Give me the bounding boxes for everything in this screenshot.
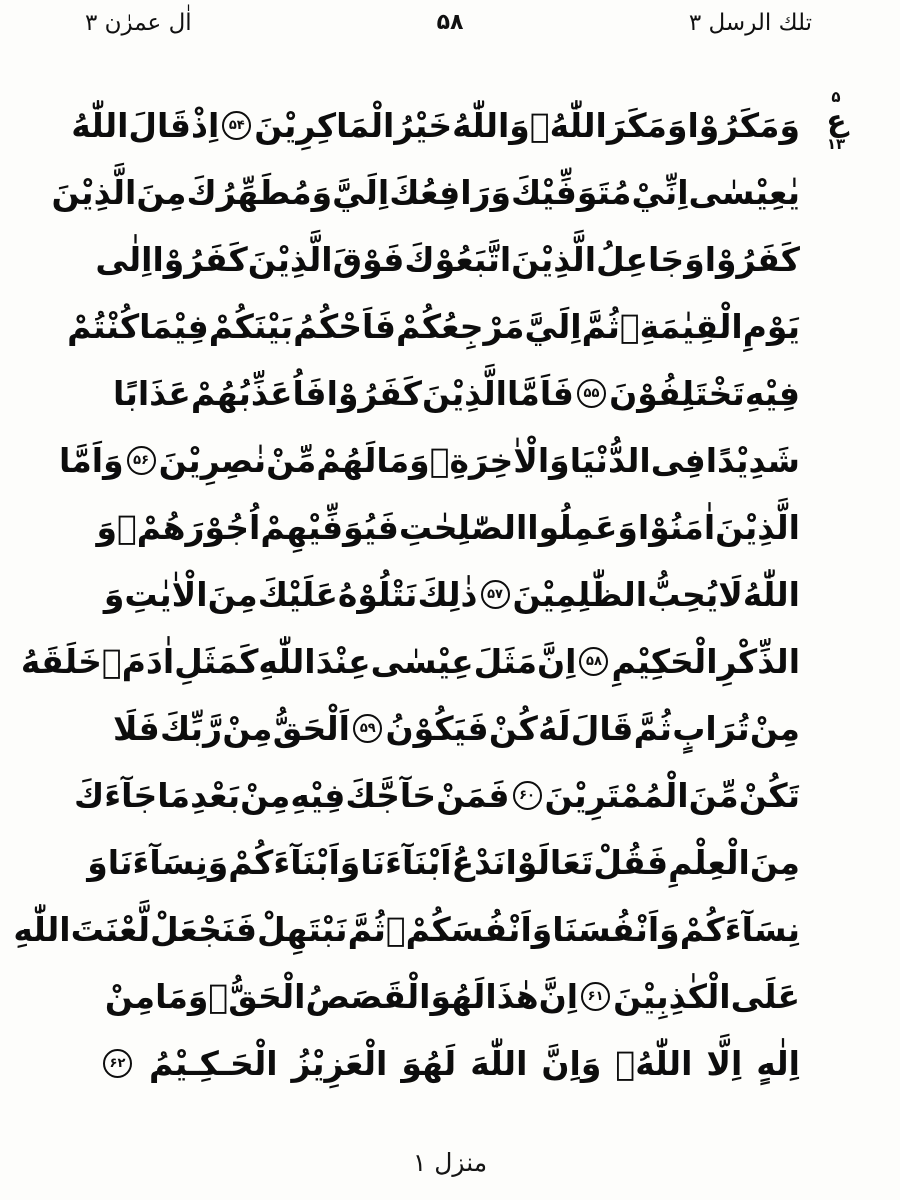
verse-word: مِنْ: [749, 709, 800, 748]
verse-word: قَالَ: [570, 709, 634, 748]
verse-word: اللّٰهُۗ: [615, 1044, 693, 1083]
verse-word: شَدِيْدًا: [705, 441, 800, 480]
verse-word: الَّذِيْنَ: [51, 173, 137, 212]
ruku-surah-number: ۵: [831, 88, 841, 106]
verse-word: اللّٰهِ: [13, 910, 71, 949]
quran-line: [104, 963, 800, 1030]
verse-word: فَاَحْكُمُ: [293, 307, 397, 346]
verse-word: كَمَثَلِ: [174, 642, 259, 681]
verse-word: فِيْمَا: [139, 307, 209, 346]
ayah-number-marker: ۵۸: [579, 647, 608, 676]
verse-word: نِسَآءَكُمْ: [679, 910, 800, 949]
verse-word: حَآجَّكَ: [345, 776, 437, 815]
ayah-number-marker: ۵۵: [577, 379, 606, 408]
verse-word: وَ: [96, 508, 117, 547]
verse-word: اِلٰى: [95, 240, 153, 279]
verse-word: مِنَ: [749, 843, 800, 882]
verse-word: الَّذِيْنَ: [247, 240, 333, 279]
verse-word: لَهُ: [538, 709, 571, 748]
verse-word: وَمَكَرُوْا: [687, 106, 800, 145]
verse-word: الْاٰيٰتِ: [124, 575, 208, 614]
verse-word: نَدْعُ: [451, 843, 506, 882]
verse-word: ثُمَّ: [581, 307, 620, 346]
verse-word: يٰعِيْسٰى: [688, 173, 800, 212]
verse-word: اِلٰهٍ: [756, 1044, 800, 1083]
verse-word: مَثَلَ: [473, 642, 537, 681]
verse-word: اللّٰهَ: [470, 1044, 528, 1083]
verse-word: عَذَابًا: [113, 374, 191, 413]
verse-word: وَعَمِلُوا: [527, 508, 638, 547]
verse-word: لَّعْنَتَ: [70, 910, 151, 949]
verse-word: الْعَزِيْزُ: [291, 1044, 388, 1083]
verse-word: الْقَصَصُ: [305, 977, 431, 1016]
verse-word: اَلْحَقُّ: [272, 709, 350, 748]
verse-word: الْكٰذِبِيْنَ: [613, 977, 731, 1016]
verse-word: الذِّكْرِ: [717, 642, 800, 681]
verse-word: الْقِيٰمَةِۚ: [619, 307, 743, 346]
quran-line: [51, 159, 800, 226]
verse-word: تُرَابٍ: [672, 709, 750, 748]
verse-word: فَوْقَ: [332, 240, 405, 279]
verse-word: الَّذِيْنَ: [715, 508, 800, 547]
verse-word: وَمَا: [155, 977, 209, 1016]
verse-word: عِنْدَ: [315, 642, 371, 681]
ayah-number-marker: ۵۷: [481, 580, 510, 609]
quran-line: [113, 360, 800, 427]
verse-word: لَهُوَ: [430, 977, 486, 1016]
verse-word: ثُمَّ: [633, 709, 672, 748]
verse-word: اِلَيَّ: [332, 173, 390, 212]
verse-word: فَيَكُوْنُ: [385, 709, 489, 748]
quran-line: [67, 293, 800, 360]
verse-word: وَ: [103, 575, 125, 614]
verse-word: اللّٰهِ: [258, 642, 316, 681]
verse-word: اللّٰهُ: [742, 575, 800, 614]
verse-word: قَالَ: [128, 106, 192, 145]
verse-word: فِى: [650, 441, 706, 480]
verse-word: تَخْتَلِفُوْنَ: [609, 374, 745, 413]
verse-word: نَبْتَهِلْ: [256, 910, 348, 949]
header-page-number: ۵۸: [436, 10, 464, 35]
verse-word: عِيْسٰى: [370, 642, 474, 681]
quran-line: [109, 1030, 800, 1097]
verse-word: تَعَالَوْا: [505, 843, 594, 882]
verse-word: اَبْنَآءَنَا: [360, 843, 452, 882]
verse-word: مِنْ: [222, 709, 273, 748]
verse-word: وَاَنْفُسَنَا: [552, 910, 680, 949]
manzil-label: منزل ١: [412, 1148, 488, 1177]
verse-word: مِّنْ: [266, 441, 317, 480]
verse-word: بَيْنَكُمْ: [208, 307, 294, 346]
verse-word: وَاِنَّ: [541, 1044, 602, 1083]
verse-word: اِلَيَّ: [524, 307, 582, 346]
quran-lines: [13, 92, 800, 1097]
verse-word: خَيْرُ: [394, 106, 453, 145]
verse-word: الَّذِيْنَ: [511, 240, 597, 279]
verse-word: اِنِّيْ: [631, 173, 689, 212]
verse-word: اِنَّ: [537, 642, 577, 681]
verse-word: مَا: [157, 776, 191, 815]
verse-word: لَهُوَ: [401, 1044, 457, 1083]
verse-word: الظّٰلِمِيْنَ: [512, 575, 648, 614]
ayah-number-marker: ۵۹: [353, 714, 382, 743]
verse-word: فَيُوَفِّيْهِمْ: [260, 508, 399, 547]
quran-line: [20, 628, 800, 695]
verse-word: فَقُلْ: [593, 843, 669, 882]
verse-word: الَّذِيْنَ: [422, 374, 507, 413]
verse-word: وَاللّٰهُ: [452, 106, 530, 145]
verse-word: اٰدَمَۚ: [101, 642, 175, 681]
verse-word: اِنَّ: [538, 977, 579, 1016]
verse-word: مَرْجِعُكُمْ: [396, 307, 525, 346]
verse-word: يَوْمِ: [742, 307, 800, 346]
verse-word: اللّٰهُۚ: [529, 106, 607, 145]
verse-word: رَّبِّكَ: [159, 709, 223, 748]
verse-word: وَرَافِعُكَ: [389, 173, 512, 212]
verse-word: مُتَوَفِّيْكَ: [511, 173, 632, 212]
verse-word: اٰمَنُوْا: [637, 508, 716, 547]
verse-word: اِلَّا: [706, 1044, 743, 1083]
verse-word: الْحَقُّۚ: [208, 977, 306, 1016]
ruku-juz-number: ۱۳: [826, 135, 846, 154]
ayah-number-marker: ۶۱: [581, 982, 610, 1011]
verse-word: عَلَيْكَ: [257, 575, 338, 614]
verse-word: وَمَا: [376, 441, 430, 480]
verse-word: هٰذَا: [485, 977, 539, 1016]
quran-line: [58, 427, 800, 494]
verse-word: الْعِلْمِ: [668, 843, 750, 882]
verse-word: فَنَجْعَلْ: [150, 910, 257, 949]
verse-word: كُنْ: [488, 709, 538, 748]
verse-word: فِيْهِ: [744, 374, 800, 413]
quran-line: [96, 494, 800, 561]
verse-word: عَلَى: [730, 977, 800, 1016]
verse-word: وَاَبْنَآءَكُمْ: [228, 843, 361, 882]
verse-word: وَاَمَّا: [58, 441, 124, 480]
verse-word: فَمَنْ: [436, 776, 510, 815]
verse-word: لَا: [718, 575, 743, 614]
verse-word: جَآءَكَ: [73, 776, 158, 815]
verse-word: الْمُمْتَرِيْنَ: [544, 776, 689, 815]
verse-word: وَنِسَآءَنَا: [107, 843, 229, 882]
verse-word: اتَّبَعُوْكَ: [404, 240, 512, 279]
verse-word: وَ: [87, 843, 108, 882]
ayah-number-marker: ۶۰: [513, 781, 542, 810]
verse-word: اُجُوْرَهُمْۗ: [116, 508, 261, 547]
quran-line: [103, 561, 800, 628]
header-juz-title: تلك الرسل ٣: [688, 10, 812, 36]
verse-word: كُنْتُمْ: [67, 307, 140, 346]
verse-word: مِنَ: [207, 575, 258, 614]
verse-word: كَفَرُوْا: [704, 240, 800, 279]
quran-line: [113, 695, 800, 762]
quran-line: [13, 896, 800, 963]
verse-word: كَفَرُوْا: [326, 374, 422, 413]
verse-word: فَاَمَّا: [507, 374, 574, 413]
page-header: [0, 0, 900, 60]
verse-word: الْحَكِيْمِ: [611, 642, 718, 681]
verse-word: ذٰلِكَ: [417, 575, 478, 614]
verse-word: وَاَنْفُسَكُمْۛ: [385, 910, 553, 949]
verse-word: يُحِبُّ: [647, 575, 719, 614]
manzil-footer: [0, 1148, 900, 1177]
verse-word: الْمَاكِرِيْنَ: [254, 106, 395, 145]
verse-word: اللّٰهُ: [71, 106, 129, 145]
quran-line: [95, 226, 800, 293]
ayah-number-marker: ۵۶: [127, 446, 156, 475]
verse-word: فَاُعَذِّبُهُمْ: [190, 374, 327, 413]
quran-line: [71, 92, 800, 159]
ruku-margin-marker: [810, 90, 862, 153]
verse-word: لَهُمْ: [316, 441, 377, 480]
verse-word: بَعْدِ: [190, 776, 241, 815]
ayah-number-marker: ۶۲: [103, 1049, 132, 1078]
verse-word: الْحَـكِـيْمُ: [148, 1044, 278, 1083]
verse-word: وَمُطَهِّرُكَ: [186, 173, 333, 212]
verse-word: فَلَا: [113, 709, 160, 748]
verse-word: اِذْ: [191, 106, 220, 145]
verse-word: تَكُنْ: [738, 776, 800, 815]
verse-word: كَفَرُوْا: [152, 240, 248, 279]
quran-line: [73, 762, 800, 829]
verse-word: وَجَاعِلُ: [596, 240, 705, 279]
verse-word: مِنْ: [240, 776, 291, 815]
ayah-number-marker: ۵۴: [222, 111, 251, 140]
verse-word: وَالْاٰخِرَةِۖ: [429, 441, 570, 480]
verse-word: فِيْهِ: [290, 776, 346, 815]
quran-line: [87, 829, 800, 896]
verse-word: مِّنَ: [688, 776, 739, 815]
verse-word: مِنَ: [136, 173, 187, 212]
verse-word: مِنْ: [104, 977, 156, 1016]
verse-word: ثُمَّ: [347, 910, 386, 949]
verse-word: الصّٰلِحٰتِ: [398, 508, 528, 547]
verse-word: الدُّنْيَا: [569, 441, 651, 480]
verse-word: نَتْلُوْهُ: [337, 575, 418, 614]
verse-word: وَمَكَرَ: [606, 106, 688, 145]
verse-word: نٰصِرِيْنَ: [158, 441, 267, 480]
verse-word: خَلَقَهُ: [20, 642, 102, 681]
ruku-ain-icon: ع: [823, 102, 849, 141]
header-surah-title: اٰل عمرٰن ٣: [85, 10, 192, 36]
